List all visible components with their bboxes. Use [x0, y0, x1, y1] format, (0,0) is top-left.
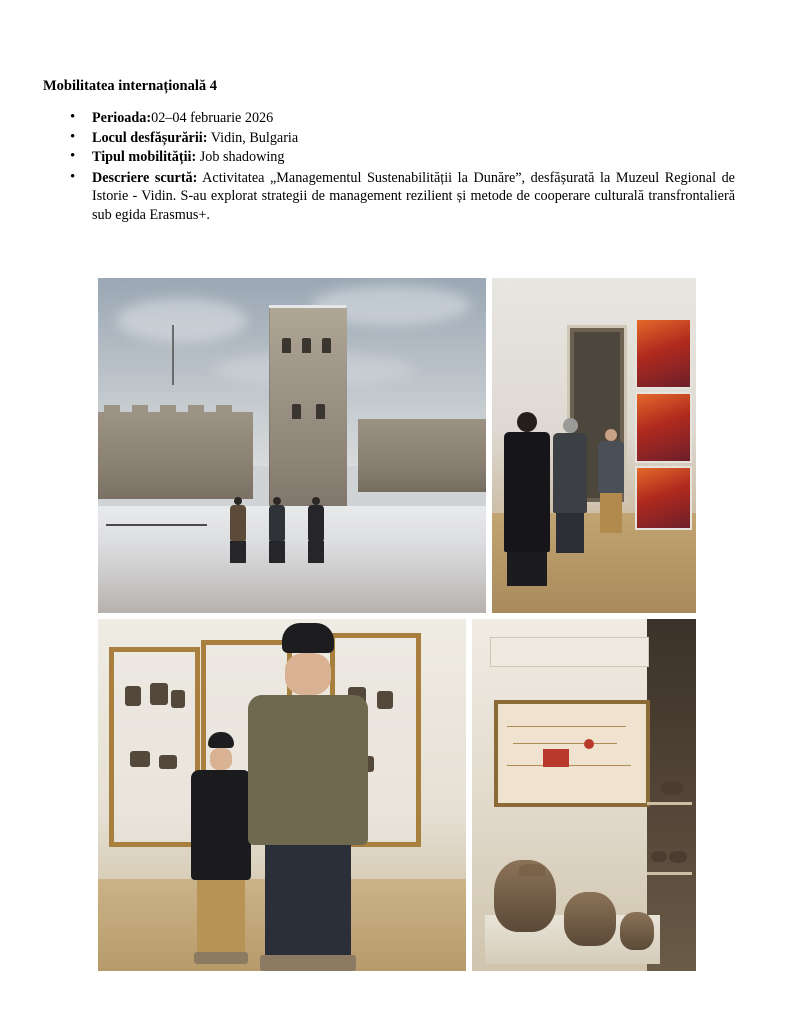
backlit-artwork — [635, 466, 692, 530]
photo-fortress-winter — [98, 278, 486, 613]
list-item-loc — [42, 129, 739, 148]
historical-map — [494, 700, 650, 807]
artifact — [669, 851, 687, 863]
label-loc: Locul desfășurării: — [92, 129, 208, 146]
photo-display-case-pottery — [472, 619, 696, 971]
list-item-tip — [42, 148, 739, 167]
shelf — [647, 872, 692, 875]
person — [230, 497, 247, 563]
cloud — [117, 298, 247, 342]
photo-museum-hall-visitors — [98, 619, 466, 971]
photo-row-top — [98, 278, 696, 613]
backlit-artwork — [635, 392, 692, 463]
value-tip: Job shadowing — [196, 149, 285, 166]
value-perioada: 02–04 februarie 2026 — [151, 110, 274, 126]
value-descriere: Activitatea „Managementul Sustenabilității la Dunăre”, desfășurată la Muzeul Regional de Istorie - Vidin. S-au explorat strategii de management rezilient și metode de cooperare culturală transfrontalieră sub egida Erasmus+. — [92, 169, 735, 223]
backlit-artwork — [635, 318, 692, 389]
large-pot-neck — [519, 864, 545, 876]
page-title: Mobilitatea internațională 4 — [43, 78, 217, 94]
medium-pot — [564, 892, 616, 946]
list-item-descriere — [42, 169, 739, 225]
photo-row-bottom — [98, 619, 696, 971]
small-pot — [620, 912, 654, 950]
fortress-wall-left — [98, 412, 253, 499]
railing — [106, 524, 207, 526]
snow-ground — [98, 506, 486, 613]
person — [504, 412, 550, 586]
person-visitor-center — [245, 623, 370, 971]
fortress-tower — [269, 308, 348, 516]
value-loc: Vidin, Bulgaria — [207, 129, 299, 146]
flag-pole — [172, 325, 174, 385]
photo-museum-corridor — [492, 278, 696, 613]
person — [269, 497, 286, 563]
person — [553, 418, 587, 553]
fortress-wall-right — [358, 419, 486, 493]
list-item-perioada — [42, 109, 739, 128]
shelf — [647, 802, 692, 805]
label-descriere: Descriere scurtă: — [92, 169, 198, 186]
person — [308, 497, 325, 563]
details-list — [42, 109, 739, 225]
label-tip: Tipul mobilității: — [92, 149, 197, 166]
photo-gallery — [98, 278, 696, 977]
artifact — [661, 781, 683, 795]
artifact — [651, 851, 667, 862]
info-panel — [490, 637, 649, 667]
label-perioada: Perioada: — [92, 110, 152, 126]
person-guide — [598, 429, 624, 533]
